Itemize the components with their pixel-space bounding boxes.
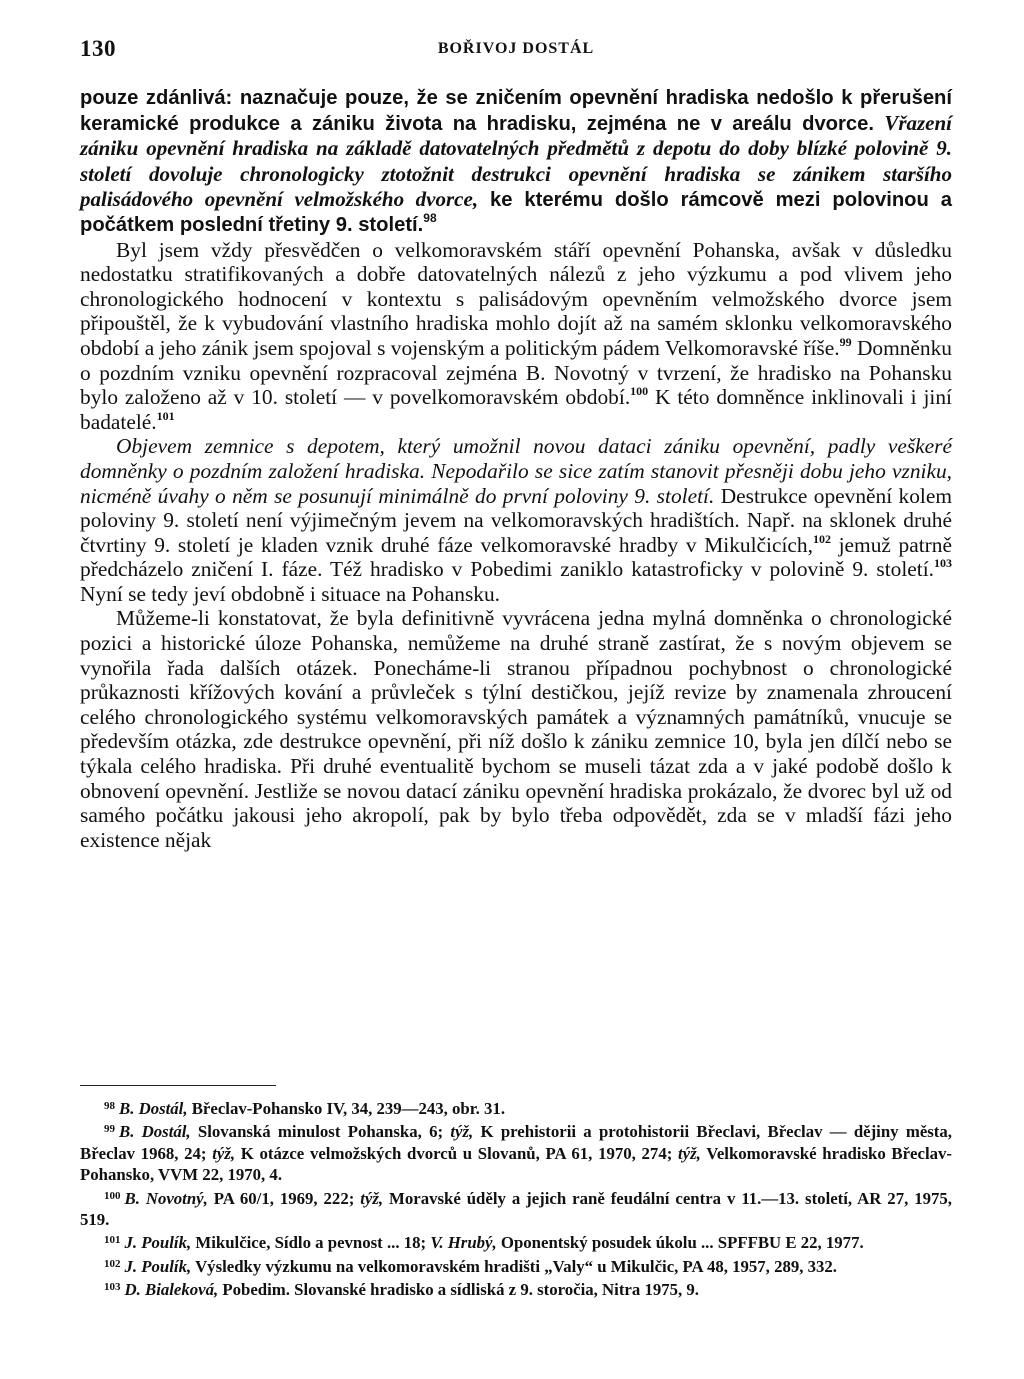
- footnote-101: [80, 1230, 952, 1253]
- footnote-author: J. Poulík,: [124, 1233, 192, 1253]
- footnote-ref: 102: [812, 531, 831, 546]
- footnote-author: B. Dostál,: [119, 1122, 191, 1142]
- text-run: pouze zdánlivá: naznačuje pouze, že se zničením opevnění hradiska nedošlo k přerušení keramické produkce a zániku života na hradisku, zejména ne v areálu dvorce.: [80, 87, 952, 135]
- footnote-text: Břeclav-Pohansko IV, 34, 239—243, obr. 31.: [187, 1099, 506, 1118]
- footnote-ref: 100: [630, 384, 649, 399]
- paragraph-1: [80, 86, 952, 238]
- footnote-text: K otázce velmožských dvorců u Slovanů, PA 61, 1970, 274;: [235, 1143, 679, 1163]
- text-run: Domněnku o pozdním vzniku opevnění rozpracoval zejména B. Novotný v tvrzení, že hradisko na Pohansku bylo založeno až v 10. století — v povelkomoravském období.: [80, 335, 952, 410]
- footnotes: [80, 1096, 952, 1301]
- running-head: BOŘIVOJ DOSTÁL: [437, 40, 595, 57]
- footnote-tyz: týž,: [212, 1143, 236, 1163]
- text-run: ke kterému došlo rámcově mezi polovinou a počátkem poslední třetiny 9. století.: [80, 189, 952, 236]
- footnote-number: 99: [104, 1123, 115, 1136]
- footnote-text: Pobedim. Slovanské hradisko a sídliská z 9. storočia, Nitra 1975, 9.: [218, 1280, 699, 1300]
- footnote-author: D. Bialeková,: [124, 1280, 219, 1300]
- footnote-author: J. Poulík,: [124, 1256, 192, 1276]
- paragraph-4: Můžeme-li konstatovat, že byla definitivně vyvrácena jedna mylná domněnka o chronologické pozici a historické úloze Pohanska, nemůžeme na druhé straně zastírat, že s novým objevem se vynořila řada dalších otázek. Ponecháme-li stranou případnou pochybnost o chronologické průkaznosti křížových kování a průvleček s týlní destičkou, jejíž revize by znamenala zhroucení celého chronologického systému velkomoravských památek a významných památníků, vnucuje se především otázka, zde destrukce opevnění, při níž došlo k zániku zemnice 10, byla jen dílčí nebo se týkala celého hradiska. Při druhé eventualitě bychom se museli tázat zda a v jaké podobě došlo k obnovení opevnění. Jestliže se novou datací zániku opevnění hradiska prokázalo, že dvorec byl už od samého počátku jakousi jeho akropolí, pak by bylo třeba odpovědět, zda se v mladší fázi jeho existence nějak: [80, 606, 952, 852]
- italic-text-run: Objevem zemnice s depotem, který umožnil novou dataci zániku opevnění, padly veškeré domněnky o pozdním založení hradiska. Nepodařilo se sice zatím stanovit přesněji dobu jeho vzniku, nicméně úvahy o něm se posunují minimálně do první poloviny 9. století.: [80, 434, 952, 508]
- footnote-text: K prehistorii a protohistorii Břeclavi, Břeclav — dějiny města, Břeclav 1968, 24;: [80, 1122, 952, 1163]
- page-number: 130: [80, 36, 116, 61]
- footnote-ref: 98: [423, 210, 437, 225]
- footnote-tyz: týž,: [678, 1143, 701, 1163]
- footnote-text: Mikulčice, Sídlo a pevnost ... 18;: [191, 1233, 431, 1253]
- footnote-text: Velkomoravské hradisko Břeclav-Pohansko, VVM 22, 1970, 4.: [80, 1143, 952, 1185]
- footnote-tyz: týž,: [450, 1122, 474, 1142]
- footnote-text: Oponentský posudek úkolu ... SPFFBU E 22, 1977.: [496, 1233, 864, 1253]
- footnote-ref: 99: [839, 334, 852, 349]
- footnote-102: [80, 1254, 952, 1277]
- footnote-author: B. Dostál,: [119, 1099, 188, 1118]
- footnote-ref: 103: [934, 556, 952, 571]
- text-run: Byl jsem vždy přesvědčen o velkomoravském stáří opevnění Pohanska, avšak v důsledku nedostatku stratifikovaných a dobře datovatelných nálezů z jeho výzkumu a pod vlivem jeho chronologického hodnocení v kontextu s palisádovým opevněním velmožského dvorce jsem připouštěl, že k vybudování vlastního hradiska mohlo dojít až na samém sklonku velkomoravského období a jeho zánik jsem spojoval s vojenským a politickým pádem Velkomoravské říše.: [80, 237, 952, 360]
- footnote-text: PA 60/1, 1969, 222;: [207, 1188, 361, 1208]
- footnote-number: 98: [104, 1100, 115, 1112]
- footnote-divider: [80, 1085, 276, 1086]
- footnote-100: [80, 1186, 952, 1231]
- footnote-103: [80, 1277, 952, 1300]
- text-run: Destrukce opevnění kolem poloviny 9. století není výjimečným jevem na velkomoravských hradištích. Např. na sklonek druhé čtvrtiny 9. století je kladen vznik druhé fáze velkomoravské hradby v Mikulčicích,: [80, 483, 952, 557]
- text-run: jemuž patrně předcházelo zničení I. fáze. Též hradisko v Pobedimi zaniklo katastroficky v polovině 9. století.: [80, 532, 952, 582]
- body-text: [80, 86, 952, 852]
- text-run: Nyní se tedy jeví obdobně i situace na Pohansku.: [80, 581, 501, 606]
- footnote-number: 101: [104, 1234, 121, 1247]
- footnote-text: Slovanská minulost Pohanska, 6;: [190, 1122, 451, 1142]
- footnote-number: 103: [104, 1281, 121, 1294]
- paragraph-2: [80, 238, 952, 435]
- footnote-tyz: týž,: [360, 1188, 384, 1208]
- text-run: K této domněnce inklinovali i jiní badatelé.: [80, 385, 952, 434]
- footnote-ref: 101: [156, 408, 175, 423]
- footnote-author: B. Novotný,: [124, 1188, 208, 1208]
- footnote-number: 100: [104, 1189, 121, 1202]
- footnote-98: [80, 1096, 952, 1119]
- footnote-text: Výsledky výzkumu na velkomoravském hradišti „Valy“ u Mikulčic, PA 48, 1957, 289, 332.: [191, 1256, 837, 1276]
- footnote-number: 102: [104, 1257, 121, 1270]
- paragraph-3: [80, 434, 952, 606]
- page-header: [80, 36, 952, 60]
- italic-text-run: Vřazení zániku opevnění hradiska na základě datovatelných předmětů z depotu do doby blízké polovině 9. století dovoluje chronologicky ztotožnit destrukci opevnění hradiska se zánikem staršího palisádového opevnění velmožského dvorce,: [80, 110, 952, 212]
- footnote-text: Moravské úděly a jejich raně feudální centra v 11.—13. století, AR 27, 1975, 519.: [80, 1188, 952, 1230]
- footnote-99: [80, 1119, 952, 1185]
- footnote-author: V. Hrubý,: [430, 1233, 497, 1253]
